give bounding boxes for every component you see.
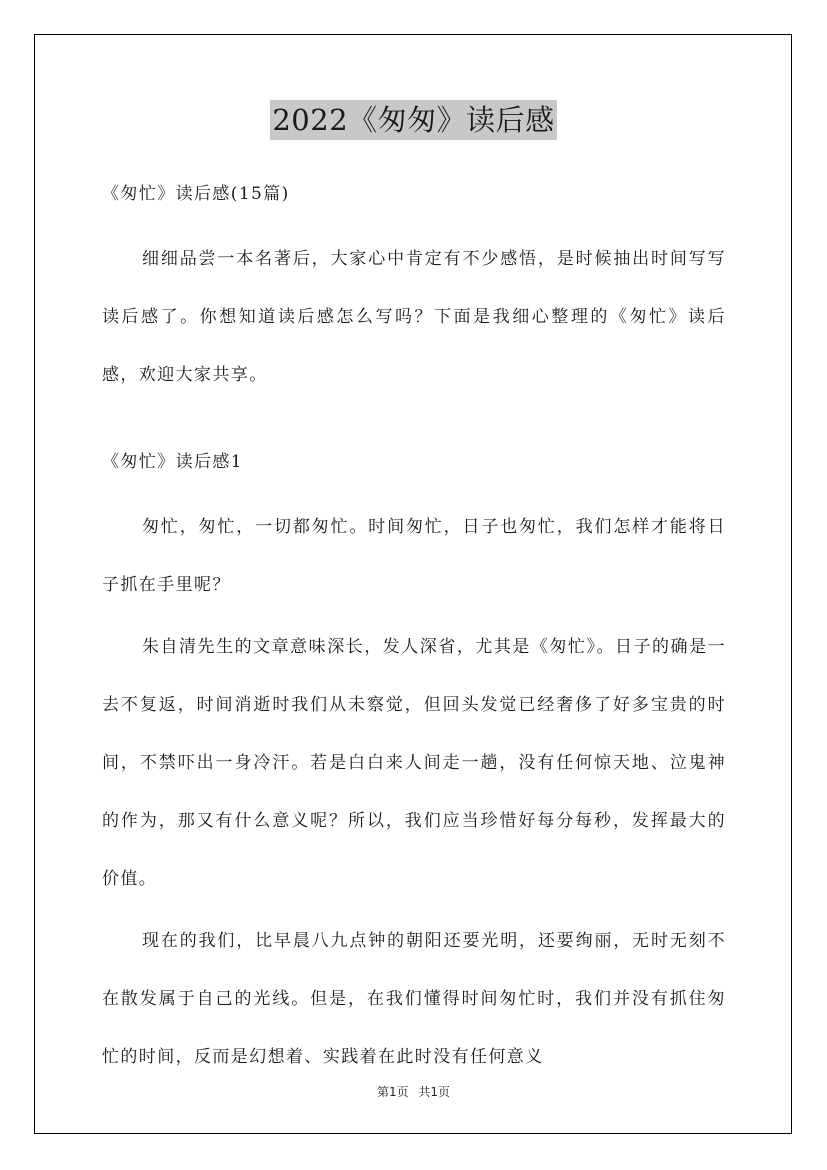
body-paragraph: 匆忙，匆忙，一切都匆忙。时间匆忙，日子也匆忙，我们怎样才能将日子抓在手里呢？ bbox=[102, 517, 726, 595]
body-paragraph: 朱自清先生的文章意味深长，发人深省，尤其是《匆忙》。日子的确是一去不复返，时间消逝时我们从未察觉，但回头发觉已经奢侈了好多宝贵的时间，不禁吓出一身冷汗。若是白白来人间走一趟，没有任何惊天地、泣鬼神的作为，那又有什么意义呢？所以，我们应当珍惜好每分每秒，发挥最大的价值。 bbox=[102, 637, 726, 889]
body-paragraph: 现在的我们，比早晨八九点钟的朝阳还要光明，还要绚丽，无时无刻不在散发属于自己的光线。但是，在我们懂得时间匆忙时，我们并没有抓住匆忙的时间，反而是幻想着、实践着在此时没有任何意义 bbox=[102, 931, 726, 1067]
page-number: 第1页 bbox=[376, 1085, 409, 1099]
intro-paragraph: 细细品尝一本名著后，大家心中肯定有不少感悟，是时候抽出时间写写读后感了。你想知道读后感怎么写吗？下面是我细心整理的《匆忙》读后感，欢迎大家共享。 bbox=[102, 249, 726, 385]
section-heading: 《匆忙》读后感1 bbox=[102, 452, 244, 472]
subtitle: 《匆忙》读后感(15篇) bbox=[102, 184, 290, 204]
page-total: 共1页 bbox=[418, 1085, 451, 1099]
title-area bbox=[0, 100, 827, 140]
page-footer bbox=[0, 1083, 827, 1100]
document-title: 2022《匆匆》读后感 bbox=[270, 100, 556, 140]
document-body bbox=[102, 176, 726, 1090]
